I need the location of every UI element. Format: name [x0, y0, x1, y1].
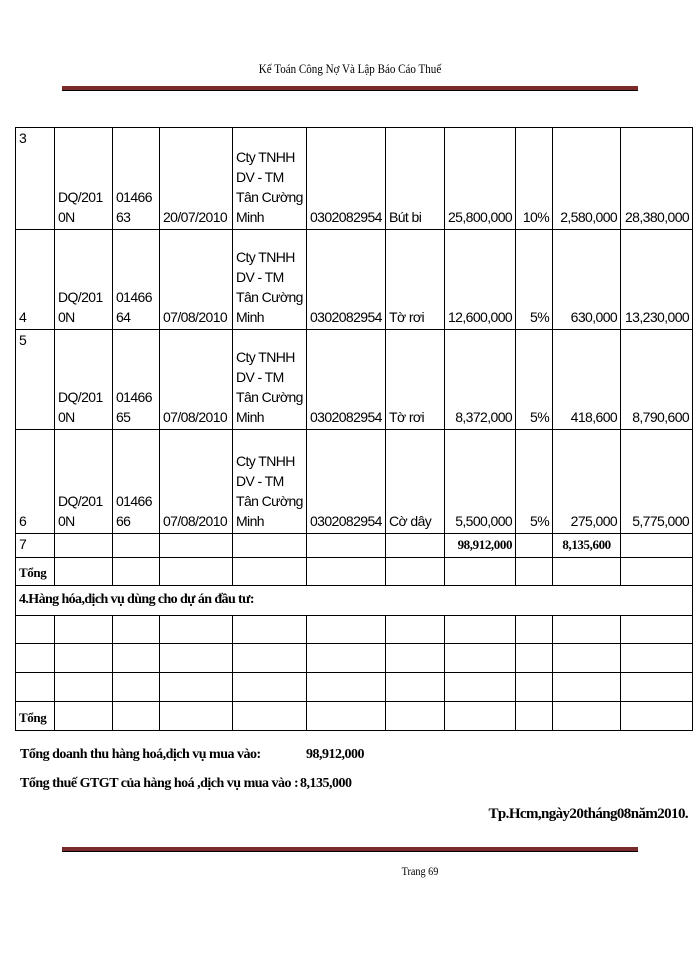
table-row-total — [16, 558, 693, 586]
summary-vat-label: Tổng thuế GTGT của hàng hoá ,dịch vụ mua vào : — [20, 776, 299, 791]
seller-name-line: DV - TM — [236, 169, 284, 185]
table-row — [16, 616, 693, 644]
invoice-symbol-line: 0N — [58, 209, 75, 225]
vat-sum: 8,135,600 — [553, 534, 621, 558]
summary-revenue-value: 98,912,000 — [306, 747, 364, 762]
seller-name-line: Cty TNHH — [236, 349, 295, 365]
item-name: Cờ dây — [386, 430, 445, 534]
row-number: 4 — [16, 230, 55, 330]
invoice-number — [113, 128, 160, 230]
seller-name-line: Tân Cường — [236, 493, 303, 509]
invoice-number-line: 63 — [116, 209, 131, 225]
invoice-symbol-line: DQ/201 — [58, 493, 103, 509]
vat-amount: 275,000 — [553, 430, 621, 534]
purchase-invoice-table — [15, 127, 693, 731]
invoice-symbol-line: 0N — [58, 409, 75, 425]
table-row — [16, 128, 693, 230]
vat-rate: 10% — [516, 128, 553, 230]
summary-vat-value: 8,135,000 — [300, 776, 352, 791]
amount-before-tax: 25,800,000 — [445, 128, 516, 230]
seller-name — [233, 128, 307, 230]
invoice-number-line: 65 — [116, 409, 131, 425]
seller-name-line: DV - TM — [236, 473, 284, 489]
item-name: Tờ rơi — [386, 230, 445, 330]
invoice-date: 07/08/2010 — [160, 430, 233, 534]
vat-amount: 418,600 — [553, 330, 621, 430]
seller-tax-code: 0302082954 — [307, 128, 386, 230]
invoice-symbol — [55, 128, 113, 230]
seller-name-line: DV - TM — [236, 369, 284, 385]
invoice-number-line: 66 — [116, 513, 131, 529]
row-number: 3 — [16, 128, 55, 230]
table-row-7 — [16, 534, 693, 558]
invoice-symbol-line: DQ/201 — [58, 289, 103, 305]
table-row — [16, 673, 693, 702]
invoice-symbol-line: DQ/201 — [58, 389, 103, 405]
invoice-symbol — [55, 430, 113, 534]
section-4-title: 4.Hàng hóa,dịch vụ dùng cho dự án đầu tư: — [16, 586, 693, 616]
invoice-date: 07/08/2010 — [160, 330, 233, 430]
invoice-symbol-line: 0N — [58, 309, 75, 325]
invoice-date: 07/08/2010 — [160, 230, 233, 330]
seller-name — [233, 230, 307, 330]
invoice-number-line: 01466 — [116, 289, 152, 305]
table-row — [16, 330, 693, 430]
summary-revenue-label: Tổng doanh thu hàng hoá,dịch vụ mua vào: — [20, 747, 261, 762]
seller-name-line: Cty TNHH — [236, 453, 295, 469]
seller-tax-code: 0302082954 — [307, 230, 386, 330]
seller-name-line: Tân Cường — [236, 289, 303, 305]
table-row — [16, 644, 693, 673]
vat-amount: 630,000 — [553, 230, 621, 330]
seller-name-line: Minh — [236, 513, 264, 529]
seller-tax-code: 0302082954 — [307, 330, 386, 430]
signature-place-date: Tp.Hcm,ngày20tháng08năm2010. — [488, 806, 688, 822]
total-amount: 5,775,000 — [621, 430, 693, 534]
page-header-title: Kế Toán Công Nợ Và Lập Báo Cáo Thuế — [258, 61, 442, 76]
total-label: Tổng — [16, 558, 55, 586]
seller-name-line: Minh — [236, 409, 264, 425]
seller-name-line: Tân Cường — [236, 189, 303, 205]
invoice-number — [113, 230, 160, 330]
vat-rate: 5% — [516, 230, 553, 330]
row-number: 7 — [16, 534, 55, 558]
summary-vat — [20, 776, 352, 792]
invoice-date: 20/07/2010 — [160, 128, 233, 230]
seller-name — [233, 330, 307, 430]
footer-rule — [62, 847, 638, 852]
total-label-2: Tổng — [16, 702, 55, 731]
seller-name-line: Minh — [236, 309, 264, 325]
section-4-row — [16, 586, 693, 616]
invoice-symbol — [55, 330, 113, 430]
invoice-number-line: 01466 — [116, 493, 152, 509]
invoice-number — [113, 430, 160, 534]
invoice-number — [113, 330, 160, 430]
invoice-symbol-line: 0N — [58, 513, 75, 529]
item-name: Tờ rơi — [386, 330, 445, 430]
invoice-symbol-line: DQ/201 — [58, 189, 103, 205]
amount-before-tax: 8,372,000 — [445, 330, 516, 430]
summary-revenue — [20, 747, 364, 763]
vat-amount: 2,580,000 — [553, 128, 621, 230]
item-name: Bút bi — [386, 128, 445, 230]
total-amount: 13,230,000 — [621, 230, 693, 330]
amount-before-tax: 12,600,000 — [445, 230, 516, 330]
seller-tax-code: 0302082954 — [307, 430, 386, 534]
vat-rate: 5% — [516, 430, 553, 534]
seller-name-line: Cty TNHH — [236, 249, 295, 265]
seller-name-line: Cty TNHH — [236, 149, 295, 165]
row-number: 5 — [16, 330, 55, 430]
page-number: Trang 69 — [401, 864, 439, 878]
amount-sum: 98,912,000 — [445, 534, 516, 558]
table-row-total-2 — [16, 702, 693, 731]
seller-name-line: Minh — [236, 209, 264, 225]
row-number: 6 — [16, 430, 55, 534]
header-rule — [62, 86, 638, 91]
seller-name-line: DV - TM — [236, 269, 284, 285]
invoice-symbol — [55, 230, 113, 330]
amount-before-tax: 5,500,000 — [445, 430, 516, 534]
invoice-number-line: 64 — [116, 309, 131, 325]
seller-name-line: Tân Cường — [236, 389, 303, 405]
total-amount: 28,380,000 — [621, 128, 693, 230]
total-amount: 8,790,600 — [621, 330, 693, 430]
seller-name — [233, 430, 307, 534]
invoice-number-line: 01466 — [116, 189, 152, 205]
vat-rate: 5% — [516, 330, 553, 430]
invoice-number-line: 01466 — [116, 389, 152, 405]
table-row — [16, 430, 693, 534]
invoice-rows — [16, 128, 693, 534]
table-row — [16, 230, 693, 330]
